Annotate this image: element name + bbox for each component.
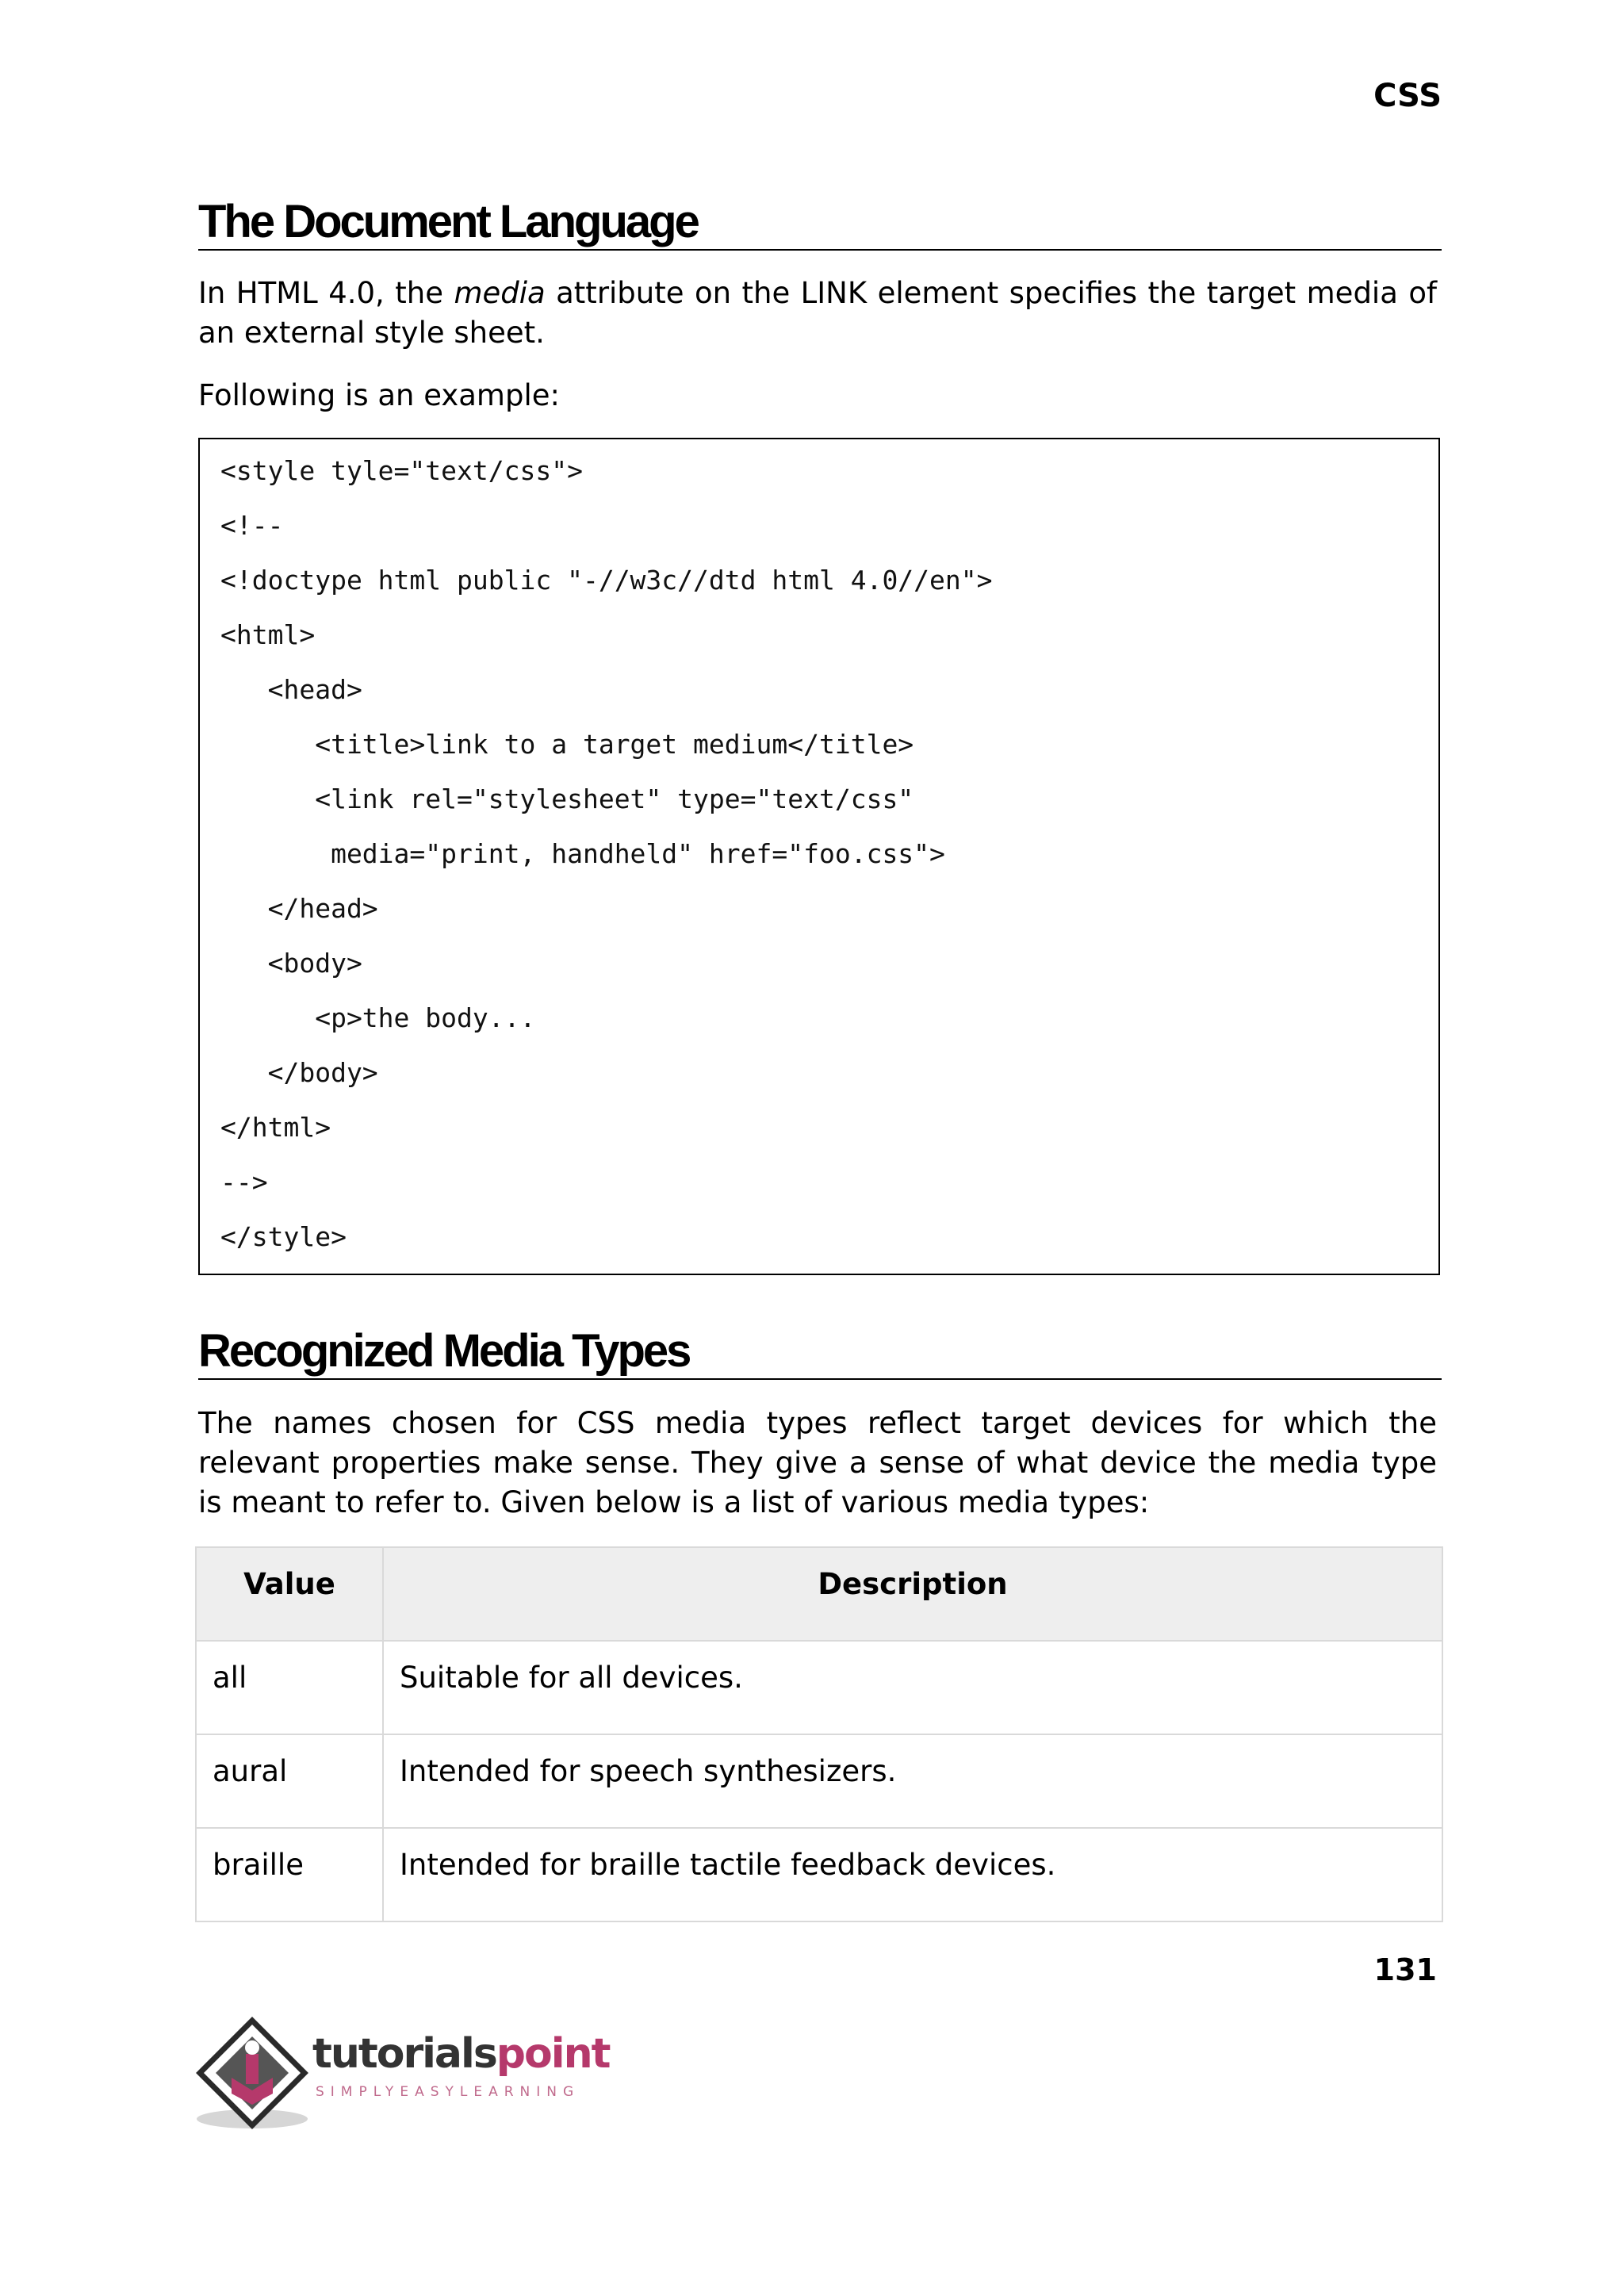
table-header-row	[196, 1547, 1442, 1641]
code-line: <style tyle="text/css">	[220, 455, 583, 486]
section-heading-media-types: Recognized Media Types	[198, 1326, 1442, 1380]
section-heading-document-language: The Document Language	[198, 197, 1442, 251]
cell-value: aural	[196, 1734, 383, 1828]
cell-description: Intended for speech synthesizers.	[383, 1734, 1442, 1828]
code-line: <link rel="stylesheet" type="text/css"	[220, 784, 914, 814]
tutorialspoint-logo	[195, 2014, 610, 2133]
code-line: <html>	[220, 619, 316, 650]
intro-text-start: In HTML 4.0, the	[198, 276, 454, 310]
code-line: </body>	[220, 1057, 378, 1088]
logo-word-accent: point	[496, 2030, 610, 2078]
cell-description: Intended for braille tactile feedback devices.	[383, 1828, 1442, 1921]
code-line: <!--	[220, 510, 284, 541]
code-line: </html>	[220, 1112, 331, 1143]
code-line: </head>	[220, 893, 378, 924]
media-types-table	[195, 1546, 1443, 1922]
table-row	[196, 1828, 1442, 1921]
table-row	[196, 1734, 1442, 1828]
page-number: 131	[1373, 1952, 1437, 1987]
code-line: </style>	[220, 1221, 347, 1252]
code-line: <head>	[220, 674, 362, 705]
column-header-value: Value	[196, 1547, 383, 1641]
code-example	[198, 438, 1440, 1275]
example-lead: Following is an example:	[198, 378, 560, 412]
code-line: <!doctype html public "-//w3c//dtd html 4.0//en">	[220, 565, 993, 596]
intro-paragraph	[198, 274, 1437, 353]
media-types-intro: The names chosen for CSS media types reflect target devices for which the relevant properties make sense. They give a sense of what device the media type is meant to refer to. Given below is a list of various media types:	[198, 1406, 1437, 1519]
column-header-description: Description	[383, 1547, 1442, 1641]
code-line: media="print, handheld" href="foo.css">	[220, 838, 945, 869]
logo-mark-icon	[195, 2014, 314, 2133]
code-line: -->	[220, 1167, 268, 1197]
code-line: <p>the body...	[220, 1002, 536, 1033]
logo-word-main: tutorials	[312, 2030, 496, 2078]
intro-emphasis: media	[454, 276, 546, 310]
code-line: <body>	[220, 948, 362, 979]
table-row	[196, 1641, 1442, 1734]
logo-wordmark	[312, 2030, 609, 2078]
code-line: <title>link to a target medium</title>	[220, 729, 914, 760]
cell-description: Suitable for all devices.	[383, 1641, 1442, 1734]
cell-value: all	[196, 1641, 383, 1734]
logo-tagline: SIMPLYEASYLEARNING	[316, 2084, 580, 2100]
cell-value: braille	[196, 1828, 383, 1921]
running-header: CSS	[1373, 78, 1442, 114]
intro-text-end: attribute on the LINK element specifies the target media of an external style sheet.	[198, 276, 1437, 350]
